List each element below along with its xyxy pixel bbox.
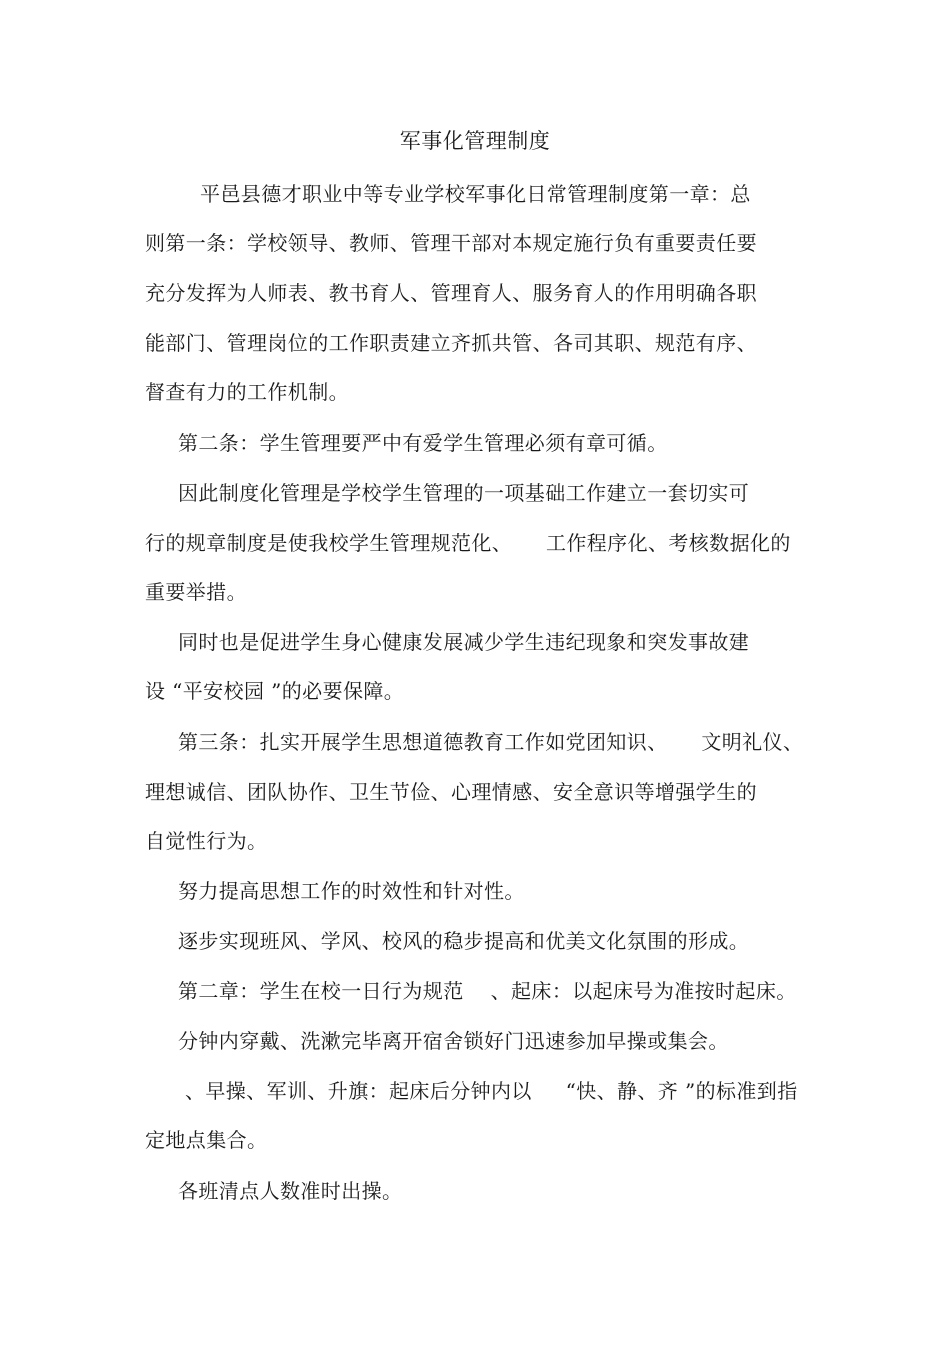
text-line-3: 充分发挥为人师表、教书育人、管理育人、服务育人的作用明确各职 (145, 281, 757, 305)
text-line-8: 行的规章制度是使我校学生管理规范化、 工作程序化、考核数据化的 (145, 531, 791, 555)
text-line-10: 同时也是促进学生身心健康发展减少学生违纪现象和突发事故建 (178, 630, 750, 654)
text-line-7: 因此制度化管理是学校学生管理的一项基础工作建立一套切实可 (178, 481, 750, 505)
text-line-12: 第三条：扎实开展学生思想道德教育工作如党团知识、 文明礼仪、 (178, 730, 804, 754)
text-line-14: 自觉性行为。 (145, 829, 268, 853)
document-title: 军事化管理制度 (399, 129, 551, 153)
text-line-5: 督查有力的工作机制。 (145, 380, 349, 404)
text-line-18: 分钟内穿戴、洗漱完毕离开宿舍锁好门迅速参加早操或集会。 (178, 1029, 729, 1053)
text-line-13: 理想诚信、团队协作、卫生节俭、心理情感、安全意识等增强学生的 (145, 780, 757, 804)
text-line-2: 则第一条：学校领导、教师、管理干部对本规定施行负有重要责任要 (145, 231, 757, 255)
text-line-20: 定地点集合。 (145, 1128, 268, 1152)
text-line-9: 重要举措。 (145, 580, 247, 604)
text-line-17: 第二章：学生在校一日行为规范 、起床：以起床号为准按时起床。 (178, 979, 797, 1003)
text-line-1: 平邑县德才职业中等专业学校军事化日常管理制度第一章：总 (200, 182, 751, 206)
text-line-19: 、早操、军训、升旗：起床后分钟内以 “快、静、齐 ”的标准到指 (185, 1079, 798, 1103)
text-line-6: 第二条：学生管理要严中有爱学生管理必须有章可循。 (178, 431, 668, 455)
text-line-4: 能部门、管理岗位的工作职责建立齐抓共管、各司其职、规范有序、 (145, 331, 757, 355)
text-line-11: 设 “平安校园 ”的必要保障。 (145, 679, 405, 703)
text-line-16: 逐步实现班风、学风、校风的稳步提高和优美文化氛围的形成。 (178, 929, 750, 953)
text-line-15: 努力提高思想工作的时效性和针对性。 (178, 879, 525, 903)
text-line-21: 各班清点人数准时出操。 (178, 1179, 403, 1203)
